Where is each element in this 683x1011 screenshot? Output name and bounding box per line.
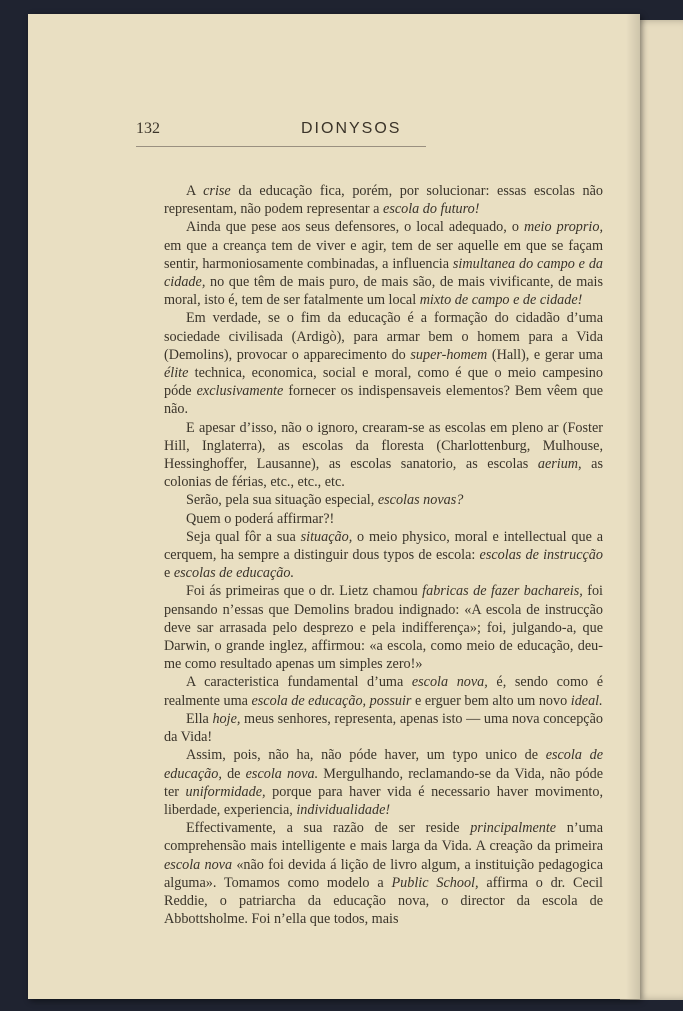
paragraph — [164, 673, 607, 709]
italic-text: fabricas de fazer bachareis, — [422, 583, 583, 600]
text-segment: Quem o poderá affirmar?! — [186, 510, 335, 527]
italic-text: meio proprio, — [524, 219, 603, 236]
text-segment: e — [164, 547, 607, 582]
paragraph — [164, 510, 603, 528]
paragraph — [164, 218, 607, 309]
text-segment: foi pensando n’essas que Demolins bradou indignado: «A escola de instrucção deve sar arrasada pelo desprezo e pela indifferença»; foi, julgando-a, que Darwin, o grande inglez, affirmou: «a escola, como meio de educação, deu-me como resultado apenas um simples zero!» — [164, 583, 607, 673]
text-segment: A caracteristica fundamental d’uma — [186, 674, 412, 691]
running-title: DIONYSOS — [301, 120, 402, 137]
italic-text: escolas novas? — [377, 492, 464, 509]
text-segment: Effectivamente, a sua razão de ser reside — [186, 820, 471, 837]
italic-text: escola nova, — [411, 674, 488, 691]
text-segment: technica, economica, social e moral, como é que o meio campesino póde — [164, 365, 607, 400]
text-segment: Em verdade, se o fim da educação é a formação do cidadão d’uma sociedade civilisada (Ardigò), para armar bem o homem para a Vida (Demolins), provocar o apparecimento do — [164, 310, 607, 363]
text-segment: (Hall), e gerar uma — [487, 346, 607, 363]
italic-text: uniformidade, — [185, 783, 266, 800]
italic-text: escola nova — [164, 856, 233, 873]
text-segment: fornecer os indispensaveis elementos? Bem vêem que não. — [164, 383, 607, 418]
italic-text: individualidade! — [296, 801, 391, 818]
text-segment: porque para haver vida é necessario haver movimento, liberdade, experiencia, — [164, 783, 607, 818]
italic-text: ideal. — [570, 692, 603, 709]
text-segment: o meio physico, moral e intellectual que a cerquem, ha sempre a distinguir dous typos de escola: — [164, 528, 607, 564]
page-header — [136, 110, 426, 147]
text-segment: as colonias de férias, etc., etc., etc. — [164, 456, 607, 491]
text-segment: é, sendo como é realmente uma — [164, 674, 607, 709]
italic-text: simultanea do campo e da cidade, — [164, 255, 607, 291]
text-segment: de — [221, 765, 246, 782]
italic-text: situação, — [300, 528, 353, 545]
italic-text: escolas de educação. — [173, 565, 295, 582]
text-segment: Mergulhando, reclamando-se da Vida, não póde ter — [164, 765, 607, 800]
text-segment: Assim, pois, não ha, não póde haver, um typo unico de — [186, 747, 546, 764]
text-segment: e erguer bem alto um novo — [411, 692, 571, 709]
text-segment: meus senhores, representa, apenas isto — uma nova concepção da Vida! — [164, 710, 607, 746]
text-segment: E apesar d’isso, não o ignoro, crearam-se as escolas em pleno ar (Foster Hill, Inglaterra), as escolas da floresta (Charlottenburg, Mulhouse, Hessinghoffer, Lausanne), as escolas sanatorio, as escolas — [164, 419, 607, 473]
text-segment: n’uma comprehensão mais intelligente e mais larga da Vida. A creação da primeira — [164, 820, 607, 855]
italic-text: escolas de instrucção — [479, 547, 603, 564]
paragraph — [164, 309, 607, 418]
italic-text: escola de educação, possuir — [251, 692, 412, 709]
paragraph — [164, 491, 603, 509]
italic-text: escola nova. — [245, 765, 319, 782]
paragraph — [164, 419, 607, 492]
body-text — [164, 182, 607, 928]
italic-text: exclusivamente — [196, 383, 284, 400]
text-segment: Serão, pela sua situação especial, — [186, 492, 378, 509]
paragraph — [164, 182, 607, 218]
italic-text: escola do futuro! — [383, 201, 480, 218]
paragraph — [164, 582, 607, 673]
italic-text: mixto de campo e de cidade! — [419, 292, 583, 309]
text-segment: Seja qual fôr a sua — [186, 528, 301, 545]
text-segment: affirma o dr. Cecil Reddie, o patriarcha da educação nova, o director da escola de Abbottsholme. Foi n’ella que todos, mais — [164, 874, 607, 928]
italic-text: principalmente — [470, 820, 557, 837]
book-page — [28, 14, 640, 999]
paragraph — [164, 528, 607, 583]
text-segment: Ella — [186, 710, 213, 727]
italic-text: super-homem — [410, 346, 488, 363]
text-segment: Foi ás primeiras que o dr. Lietz chamou — [186, 583, 423, 600]
text-segment: da educação fica, porém, por solucionar: essas escolas não representam, não podem representar a — [164, 183, 607, 218]
text-segment: A — [186, 183, 204, 199]
text-segment: em que a creança tem de viver e agir, tem de ser aquelle em que se façam sentir, harmoniosamente combinadas, a influencia — [164, 219, 607, 272]
paragraph — [164, 710, 607, 746]
italic-text: Public School, — [391, 874, 479, 891]
paragraph — [164, 746, 607, 819]
text-segment: no que têm de mais puro, de mais são, de mais vivificante, de mais moral, isto é, tem de ser fatalmente um local — [164, 274, 607, 309]
italic-text: élite — [164, 365, 189, 382]
italic-text: aerium, — [537, 456, 582, 473]
text-segment: Ainda que pese aos seus defensores, o local adequado, o — [186, 219, 524, 236]
page-number: 132 — [136, 120, 160, 137]
text-segment: «não foi devida á lição de livro algum, a instituição pedagogica alguma». Tomamos como modelo a — [164, 856, 607, 891]
italic-text: hoje, — [212, 710, 241, 727]
paragraph — [164, 819, 607, 928]
italic-text: crise — [203, 183, 231, 199]
italic-text: escola de educação, — [164, 747, 607, 782]
